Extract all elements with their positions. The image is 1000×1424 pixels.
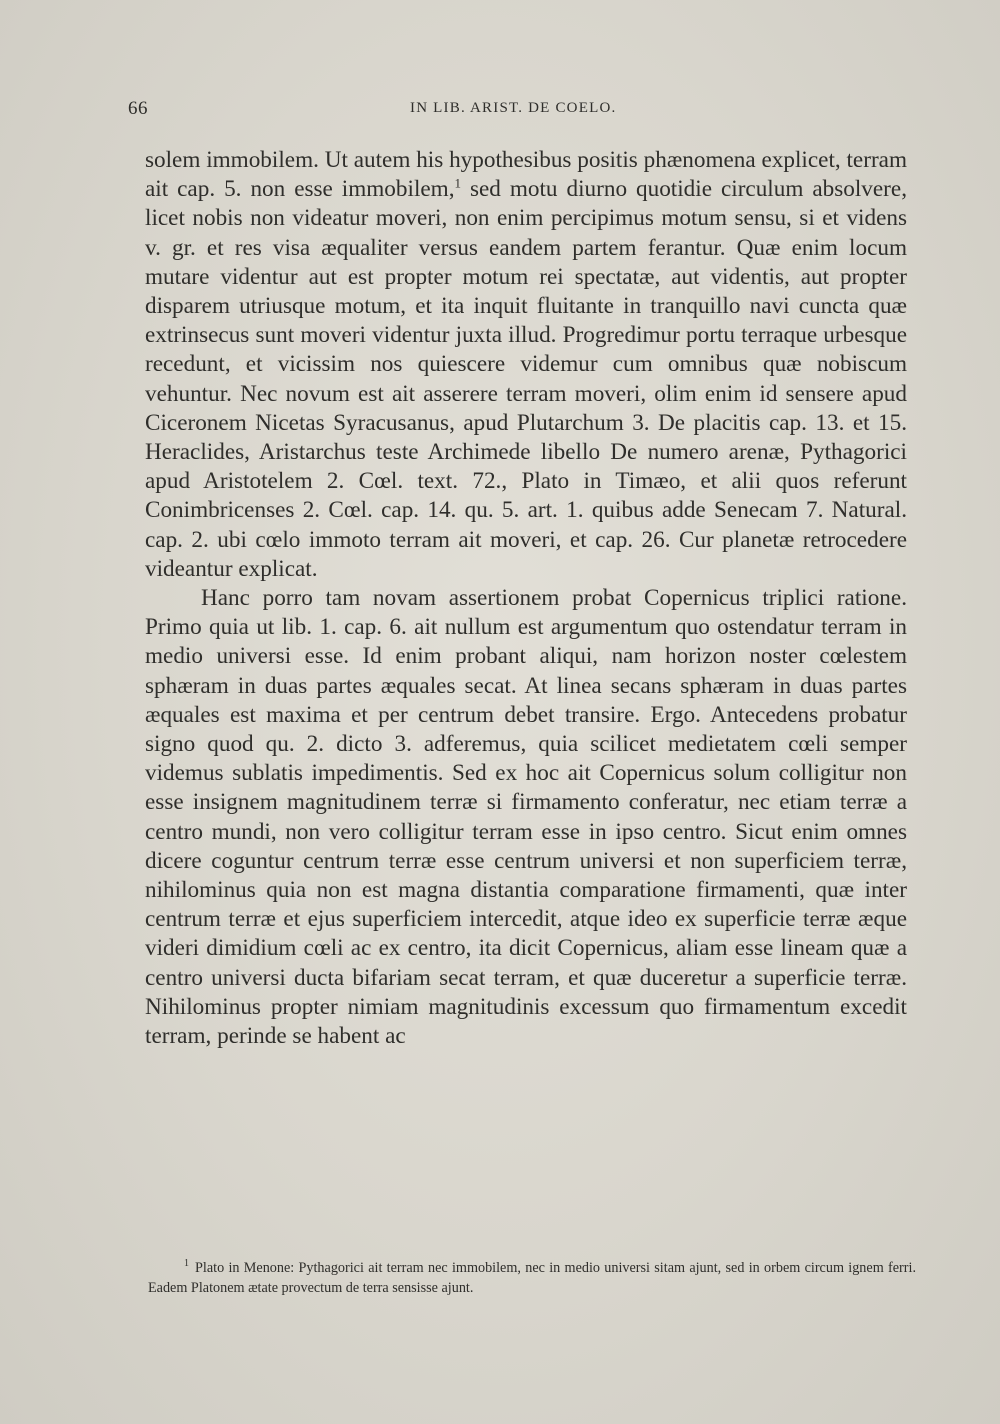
paragraph-1 bbox=[145, 146, 907, 584]
page-header bbox=[128, 96, 908, 126]
body-text bbox=[145, 146, 907, 1051]
footnotes bbox=[148, 1258, 916, 1298]
running-head: IN LIB. ARIST. DE COELO. bbox=[410, 100, 617, 116]
footnote-mark: 1 bbox=[184, 1258, 189, 1270]
paragraph-1-part-a: solem immobilem. Ut autem his hypothesibus positis phænomena explicet, terram ait cap. 5. non esse immobilem, bbox=[145, 147, 907, 203]
footnote-1 bbox=[148, 1258, 916, 1298]
footnote-reference: 1 bbox=[454, 175, 462, 191]
footnote-text: Plato in Menone: Pythagorici ait terram nec immobilem, nec in medio universi sitam ajunt, sed in orbem circum ignem ferri. Eadem Platonem ætate provectum de terra sensisse ajunt. bbox=[148, 1260, 916, 1296]
page-number: 66 bbox=[128, 98, 148, 119]
paragraph-1-part-b: sed motu diurno quotidie circulum absolvere, licet nobis non videatur moveri, non enim percipimus motum sensu, si et videns v. gr. et res visa æqualiter versus eandem partem ferantur. Quæ enim locum mutare videntur aut est propter motum rei spectatæ, aut videntis, aut propter disparem utriusque motum, et ita inquit fluitante in tranquillo navi cuncta quæ extrinsecus sunt moveri videntur juxta illud. Progredimur portu terraque urbesque recedunt, et vicissim nos quiescere videmur cum omnibus quæ nobiscum vehuntur. Nec novum est ait asserere terram moveri, olim enim id sensere apud Ciceronem Nicetas Syracusanus, apud Plutarchum 3. De placitis cap. 13. et 15. Heraclides, Aristarchus teste Archimede libello De numero arenæ, Pythagorici apud Aristotelem 2. Cœl. text. 72., Plato in Timæo, et alii quos referunt Conimbricenses 2. Cœl. cap. 14. qu. 5. art. 1. quibus adde Senecam 7. Natural. cap. 2. ubi cœlo immoto terram ait moveri, et cap. 26. Cur planetæ retrocedere videantur explicat. bbox=[145, 176, 907, 582]
paragraph-2: Hanc porro tam novam assertionem probat Copernicus triplici ratione. Primo quia ut lib. 1. cap. 6. ait nullum est argumentum quo ostendatur terram in medio universi esse. Id enim probant aliqui, nam horizon noster cœlestem sphæram in duas partes æquales secat. At linea secans sphæram in duas partes æquales est maxima et per centrum debet transire. Ergo. Antecedens probatur signo quod qu. 2. dicto 3. adferemus, quia scilicet medietatem cœli semper videmus sublatis impedimentis. Sed ex hoc ait Copernicus solum colligitur non esse insignem magnitudinem terræ si firmamento conferatur, nec etiam terræ a centro mundi, non vero colligitur terram esse in ipso centro. Sicut enim omnes dicere coguntur centrum terræ esse centrum universi et non superficiem terræ, nihilominus quia non est magna distantia comparatione firmamenti, quæ inter centrum terræ et ejus superficiem intercedit, atque ideo ex superficie terræ æque videri dimidium cœli ac ex centro, ita dicit Copernicus, aliam esse lineam quæ a centro universi ducta bifariam secat terram, et quæ duceretur a superficie terræ. Nihilominus propter nimiam magnitudinis excessum quo firmamentum excedit terram, perinde se habent ac bbox=[145, 585, 907, 1050]
